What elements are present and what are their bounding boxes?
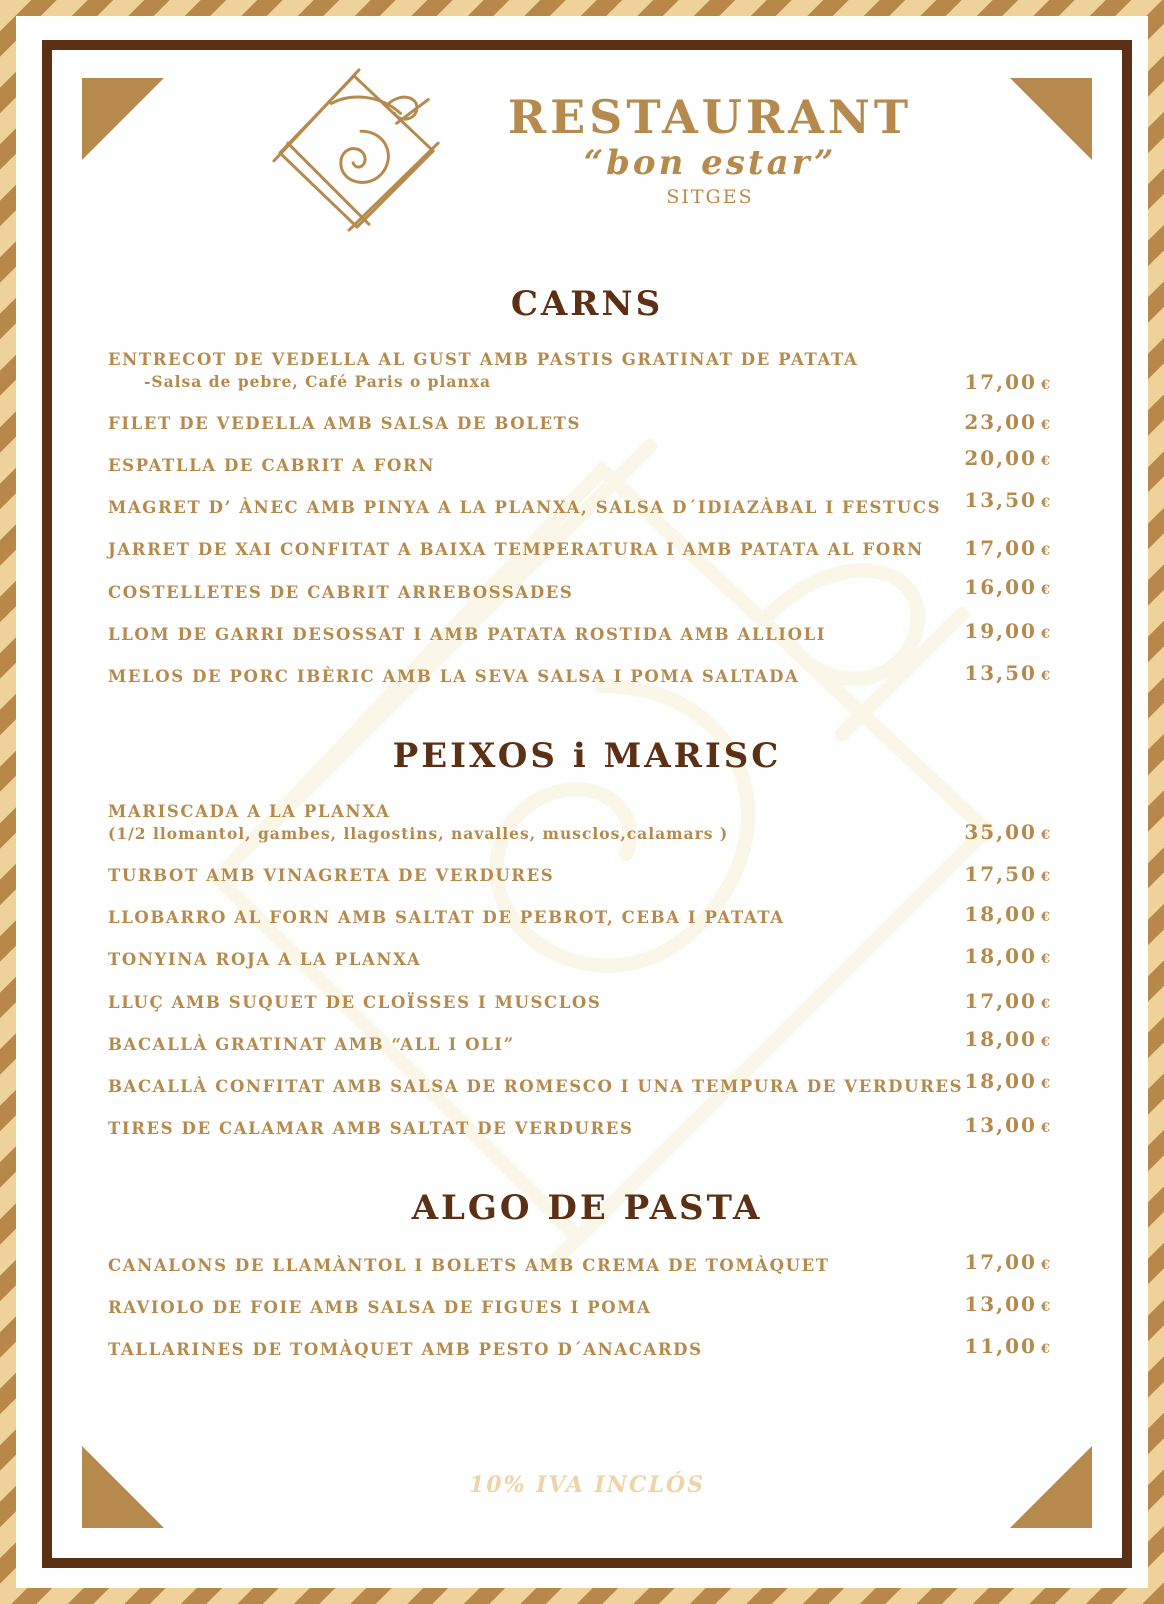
item-price: 13,00 €: [964, 1292, 1050, 1316]
menu-item: [108, 488, 1068, 528]
menu-item: [108, 1250, 1068, 1286]
item-price: 17,00 €: [964, 1250, 1050, 1274]
item-name: TIRES DE CALAMAR AMB SALTAT DE VERDURES: [108, 1119, 634, 1138]
item-note: (1/2 llomantol, gambes, llagostins, navalles, musclos,calamars ): [108, 824, 729, 843]
item-price: 19,00 €: [964, 619, 1050, 643]
item-price: 13,50 €: [964, 488, 1050, 512]
menu-frame: [42, 40, 1132, 1568]
item-price: 18,00 €: [964, 902, 1050, 926]
item-price: 35,00 €: [964, 820, 1050, 844]
item-price: 13,50 €: [964, 661, 1050, 685]
item-name: MELOS DE PORC IBÈRIC AMB LA SEVA SALSA I POMA SALTADA: [108, 667, 800, 686]
menu-item: [108, 989, 1068, 1023]
restaurant-title: RESTAURANT: [507, 90, 913, 144]
restaurant-city: SITGES: [666, 186, 754, 208]
item-name: BACALLÀ CONFITAT AMB SALSA DE ROMESCO I UNA TEMPURA DE VERDURES: [108, 1077, 964, 1096]
menu-item: [108, 575, 1068, 613]
item-price: 17,00 €: [964, 989, 1050, 1013]
item-name: LLOBARRO AL FORN AMB SALTAT DE PEBROT, CEBA I PATATA: [108, 908, 785, 927]
item-price: 17,50 €: [964, 862, 1050, 886]
menu-item: [108, 350, 1068, 394]
item-note: -Salsa de pebre, Café Paris o planxa: [144, 372, 491, 391]
menu-item: [108, 536, 1068, 570]
item-price: 11,00 €: [964, 1334, 1050, 1358]
item-price: 18,00 €: [964, 1027, 1050, 1051]
item-name: CANALONS DE LLAMÀNTOL I BOLETS AMB CREMA DE TOMÀQUET: [108, 1256, 830, 1275]
section-title-carns: CARNS: [510, 284, 664, 324]
item-name: FILET DE VEDELLA AMB SALSA DE BOLETS: [108, 414, 582, 433]
item-name: LLOM DE GARRI DESOSSAT I AMB PATATA ROSTIDA AMB ALLIOLI: [108, 625, 827, 644]
menu-item: [108, 944, 1068, 980]
item-name: RAVIOLO DE FOIE AMB SALSA DE FIGUES I POMA: [108, 1298, 652, 1317]
item-price: 20,00 €: [964, 446, 1050, 470]
item-price: 18,00 €: [964, 1069, 1050, 1093]
menu-item: [108, 1113, 1068, 1149]
item-name: MAGRET D’ ÀNEC AMB PINYA A LA PLANXA, SALSA D´IDIAZÀBAL I FESTUCS: [108, 498, 942, 517]
corner-ornament-top-left: [82, 78, 164, 160]
item-name: TURBOT AMB VINAGRETA DE VERDURES: [108, 866, 555, 885]
menu-item: [108, 619, 1068, 655]
item-price: 16,00 €: [964, 575, 1050, 599]
menu-item: [108, 802, 1068, 844]
menu-item: [108, 446, 1068, 486]
item-name: JARRET DE XAI CONFITAT A BAIXA TEMPERATURA I AMB PATATA AL FORN: [108, 540, 924, 559]
item-name: LLUÇ AMB SUQUET DE CLOÏSSES I MUSCLOS: [108, 993, 602, 1012]
menu-item: [108, 1334, 1068, 1370]
item-price: 17,00 €: [964, 370, 1050, 394]
section-title-algo-de-pasta: ALGO DE PASTA: [411, 1188, 763, 1228]
section-title-peixos-marisc: PEIXOS i MARISC: [392, 736, 782, 776]
restaurant-logo-icon: [270, 62, 448, 234]
menu-page: [16, 16, 1148, 1588]
item-name: COSTELLETES DE CABRIT ARREBOSSADES: [108, 583, 574, 602]
item-name: ENTRECOT DE VEDELLA AL GUST AMB PASTIS GRATINAT DE PATATA: [108, 350, 859, 369]
item-name: TALLARINES DE TOMÀQUET AMB PESTO D´ANACARDS: [108, 1340, 703, 1359]
corner-ornament-top-right: [1010, 78, 1092, 160]
menu-item: [108, 1292, 1068, 1328]
restaurant-header: [482, 92, 938, 208]
item-name: BACALLÀ GRATINAT AMB “ALL I OLI”: [108, 1035, 515, 1054]
item-price: 17,00 €: [964, 536, 1050, 560]
item-price: 23,00 €: [964, 410, 1050, 434]
item-name: ESPATLLA DE CABRIT A FORN: [108, 456, 436, 475]
menu-item: [108, 661, 1068, 697]
menu-item: [108, 1027, 1068, 1065]
item-price: 13,00 €: [964, 1113, 1050, 1137]
item-price: 18,00 €: [964, 944, 1050, 968]
restaurant-subtitle: “bon estar”: [583, 143, 837, 183]
tax-note: 10% IVA INCLÓS: [469, 1472, 705, 1498]
menu-item: [108, 410, 1068, 444]
item-name: MARISCADA A LA PLANXA: [108, 802, 391, 821]
menu-item: [108, 862, 1068, 896]
item-name: TONYINA ROJA A LA PLANXA: [108, 950, 422, 969]
menu-item: [108, 1069, 1068, 1107]
menu-item: [108, 902, 1068, 938]
